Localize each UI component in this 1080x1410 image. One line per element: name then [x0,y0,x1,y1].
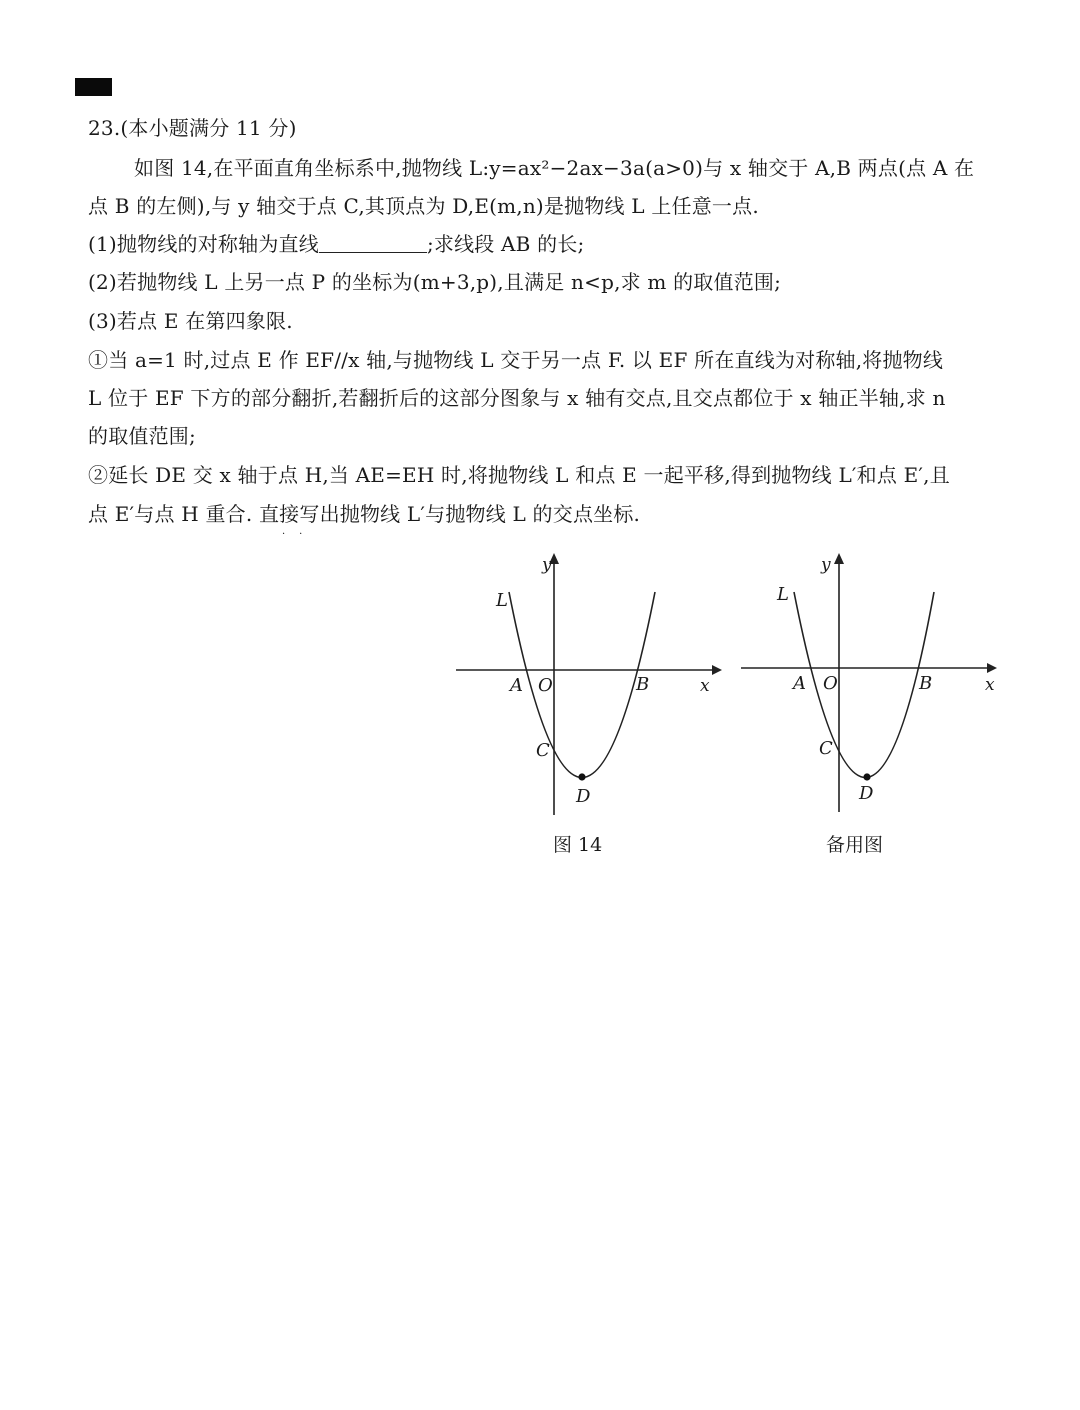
point-b-label: B [636,674,650,695]
vertex-point [863,773,870,780]
point-c-label: C [819,738,833,759]
origin-label: O [538,675,553,696]
backup-figure-caption: 备用图 [826,834,884,856]
answer-blank [319,230,427,253]
y-axis-arrow-icon [834,553,844,564]
question-1-text: (1)抛物线的对称轴为直线 [88,232,319,256]
question-3-1-line-1: ①当 a=1 时,过点 E 作 EF//x 轴,与抛物线 L 交于另一点 F. 以 EF 所在直线为对称轴,将抛物线 [88,348,944,372]
problem-line-1: 如图 14,在平面直角坐标系中,抛物线 L:y=ax²−2ax−3a(a>0)与 x 轴交于 A,B 两点(点 A 在 [134,156,975,180]
curve-label: L [777,584,789,605]
vertex-point [578,773,585,780]
question-1 [88,230,584,258]
question-3: (3)若点 E 在第四象限. [88,309,293,333]
x-axis-label: x [985,675,995,695]
curve-label: L [496,590,508,611]
parabola-curve [509,592,655,778]
figure-14-caption: 图 14 [553,834,603,856]
point-c-label: C [536,740,550,761]
question-3-1-line-2: L 位于 EF 下方的部分翻折,若翻折后的这部分图象与 x 轴有交点,且交点都位于 x 轴正半轴,求 n [88,386,946,410]
y-axis-label: y [821,555,831,575]
origin-label: O [823,673,838,694]
point-b-label: B [919,673,933,694]
x-axis-arrow-icon [987,663,997,673]
point-a-label: A [793,673,806,694]
backup-figure [735,550,1010,820]
emphasis-dots: ·· [282,529,317,540]
question-3-2-line-1: ②延长 DE 交 x 轴于点 H,当 AE=EH 时,将抛物线 L 和点 E 一起平移,得到抛物线 L′和点 E′,且 [88,463,950,487]
parabola-curve [794,592,934,778]
point-a-label: A [510,675,523,696]
x-axis-arrow-icon [712,665,722,675]
point-d-label: D [576,786,591,807]
question-3-2-line-2: 点 E′与点 H 重合. 直接写出抛物线 L′与抛物线 L 的交点坐标. [88,502,641,526]
problem-header: 23.(本小题满分 11 分) [88,116,297,140]
corner-black-bar [75,78,112,96]
point-d-label: D [859,783,874,804]
problem-line-2: 点 B 的左侧),与 y 轴交于点 C,其顶点为 D,E(m,n)是抛物线 L 上任意一点. [88,194,759,218]
y-axis-label: y [542,555,552,575]
figure-14 [450,550,725,820]
x-axis-label: x [700,676,710,696]
question-2: (2)若抛物线 L 上另一点 P 的坐标为(m+3,p),且满足 n<p,求 m 的取值范围; [88,270,782,294]
question-1-rest: ;求线段 AB 的长; [426,232,585,256]
question-3-1-line-3: 的取值范围; [88,424,196,448]
